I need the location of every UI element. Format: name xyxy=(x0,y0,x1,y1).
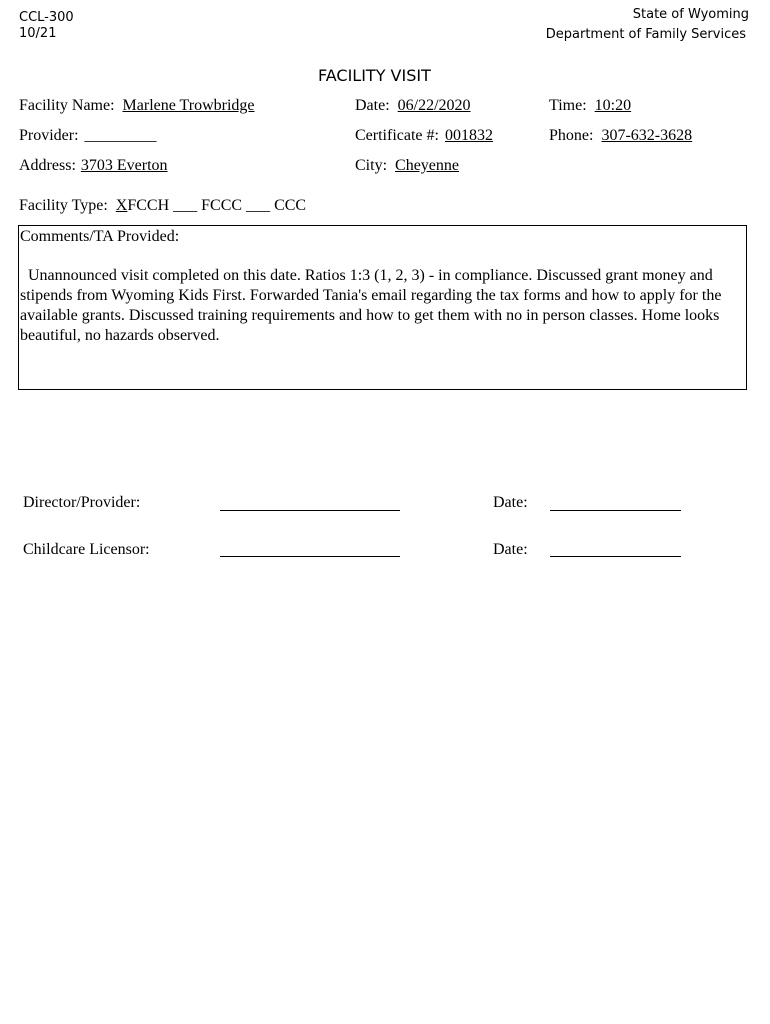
licensor-date-line[interactable] xyxy=(550,556,681,557)
certificate-label: Certificate #: xyxy=(355,127,439,144)
facility-name-label: Facility Name: xyxy=(19,97,115,114)
city-field xyxy=(355,157,459,175)
provider-label: Provider: xyxy=(19,127,79,144)
provider-field xyxy=(19,127,157,145)
licensor-signature-line[interactable] xyxy=(220,556,400,557)
date-label: Date: xyxy=(355,97,390,114)
department-name: Department of Family Services xyxy=(545,27,746,42)
licensor-date-label: Date: xyxy=(493,541,528,558)
facility-type-fccc-blank: ___ xyxy=(173,197,198,214)
city-label: City: xyxy=(355,157,388,174)
certificate-value: 001832 xyxy=(444,127,493,144)
address-value: 3703 Everton xyxy=(80,157,168,174)
certificate-field xyxy=(355,127,493,145)
time-field xyxy=(549,97,631,115)
facility-name-value: Marlene Trowbridge xyxy=(122,97,255,114)
facility-type-fcch: FCCH xyxy=(127,197,170,214)
time-value: 10:20 xyxy=(594,97,632,114)
director-provider-label: Director/Provider: xyxy=(23,494,141,511)
director-date-line[interactable] xyxy=(550,510,681,511)
facility-type-field xyxy=(19,197,306,215)
facility-name-field xyxy=(19,97,255,115)
address-label: Address: xyxy=(19,157,76,174)
facility-type-fcch-mark: X xyxy=(115,197,128,214)
director-signature-line[interactable] xyxy=(220,510,400,511)
comments-text: Unannounced visit completed on this date. Ratios 1:3 (1, 2, 3) - in compliance. Discussed grant money and stipends from Wyoming Kids First. Forwarded Tania's email regarding the tax forms and how to apply for the available grants. Discussed training requirements and how to get them with no in person classes. Home looks beautiful, no hazards observed. xyxy=(20,267,726,344)
form-code: CCL-300 xyxy=(19,10,74,25)
provider-value: _________ xyxy=(84,127,157,144)
address-field xyxy=(19,157,168,175)
facility-type-ccc-blank: ___ xyxy=(246,197,271,214)
childcare-licensor-label: Childcare Licensor: xyxy=(23,541,150,558)
phone-value: 307-632-3628 xyxy=(601,127,693,144)
state-name: State of Wyoming xyxy=(632,7,749,22)
form-revision-date: 10/21 xyxy=(19,26,57,41)
comments-box xyxy=(18,225,747,390)
comments-label: Comments/TA Provided: xyxy=(20,228,180,245)
phone-label: Phone: xyxy=(549,127,594,144)
date-field xyxy=(355,97,471,115)
director-date-label: Date: xyxy=(493,494,528,511)
page-title: FACILITY VISIT xyxy=(318,66,431,85)
facility-type-fccc: FCCC xyxy=(201,197,243,214)
time-label: Time: xyxy=(549,97,587,114)
city-value: Cheyenne xyxy=(395,157,459,174)
date-value: 06/22/2020 xyxy=(397,97,471,114)
facility-type-label: Facility Type: xyxy=(19,197,108,214)
facility-type-ccc: CCC xyxy=(274,197,307,214)
phone-field xyxy=(549,127,692,145)
